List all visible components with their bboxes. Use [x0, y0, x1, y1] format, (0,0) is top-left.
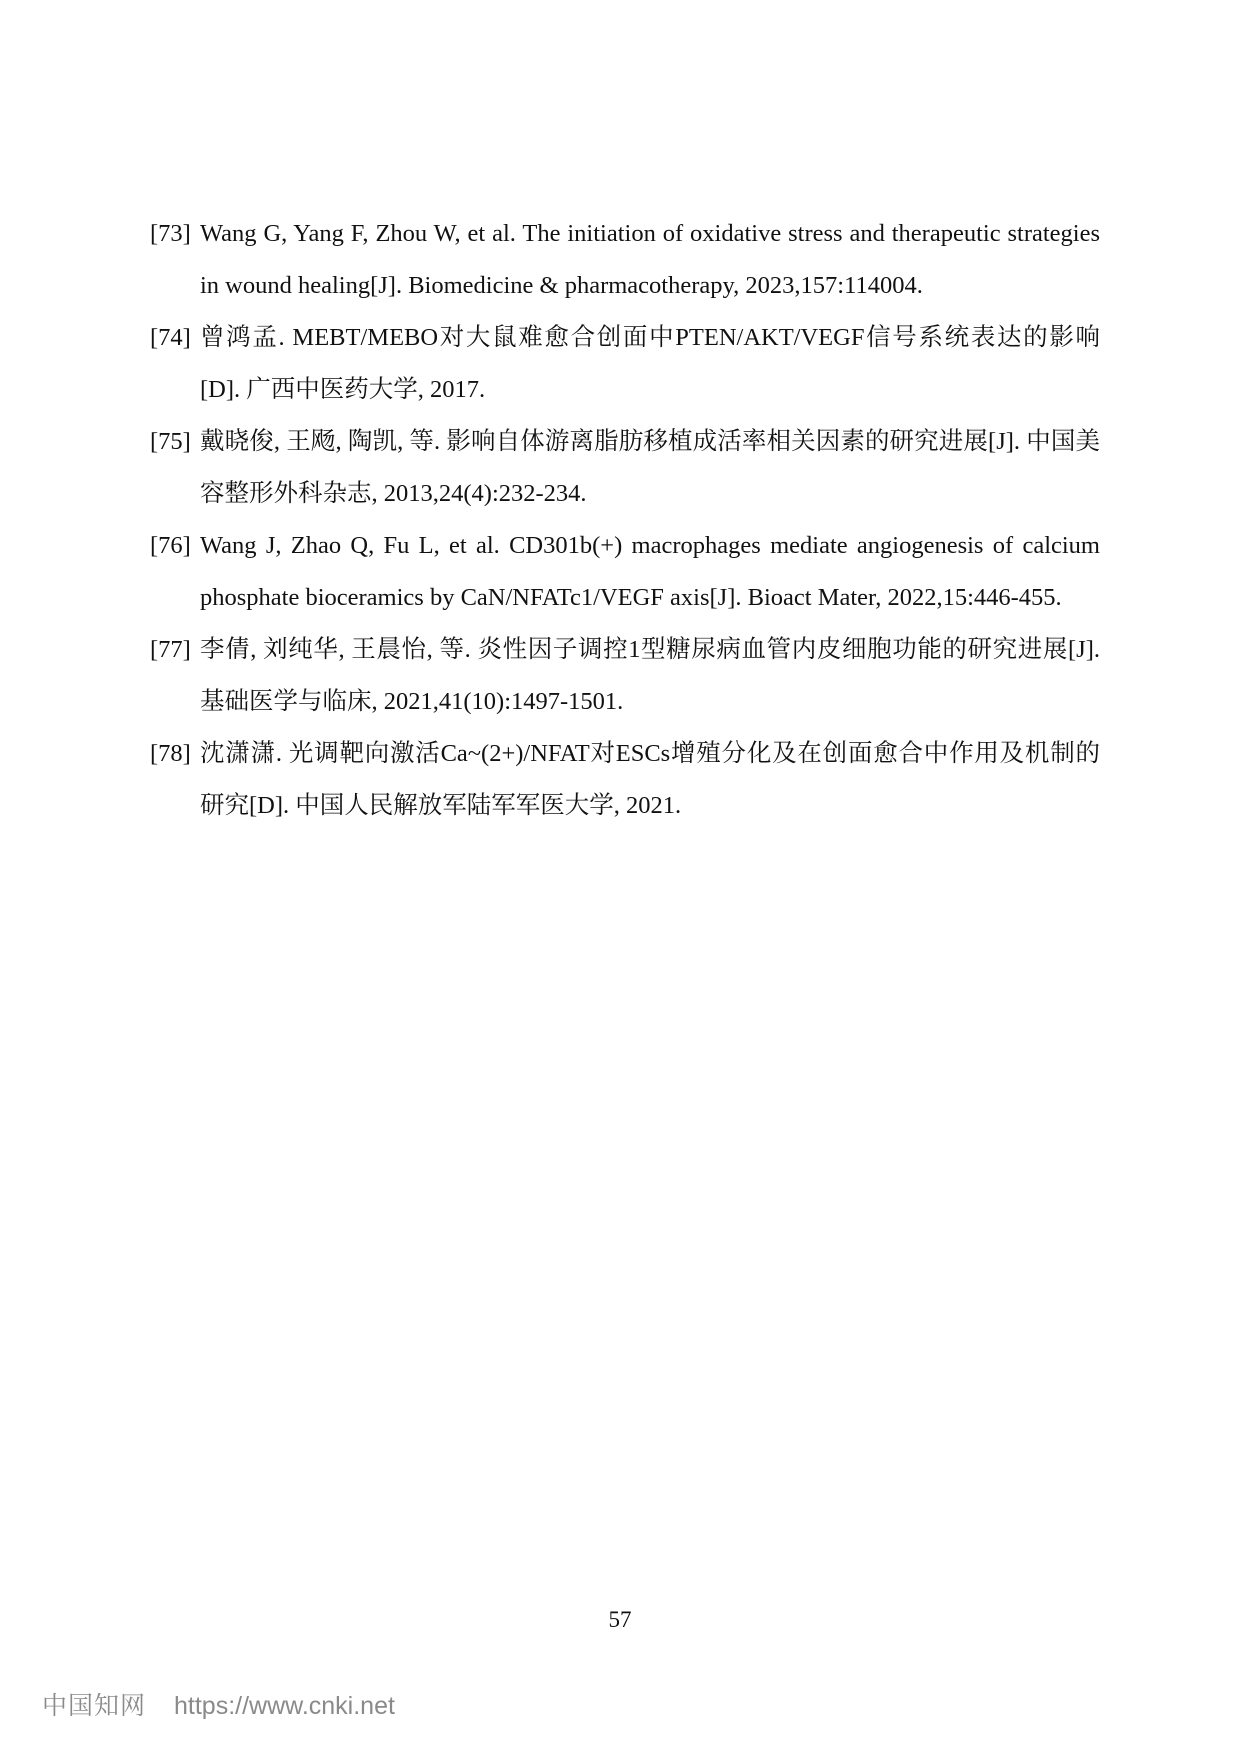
- reference-item: [150, 728, 1100, 832]
- reference-item: [150, 624, 1100, 728]
- watermark-url: https://www.cnki.net: [174, 1692, 395, 1720]
- reference-text: 沈潇潇. 光调靶向激活Ca~(2+)/NFAT对ESCs增殖分化及在创面愈合中作用及机制的研究[D]. 中国人民解放军陆军军医大学, 2021.: [200, 740, 1100, 819]
- reference-text: 戴晓俊, 王飏, 陶凯, 等. 影响自体游离脂肪移植成活率相关因素的研究进展[J]. 中国美容整形外科杂志, 2013,24(4):232-234.: [200, 428, 1100, 507]
- page-number: 57: [608, 1607, 632, 1632]
- reference-text: Wang J, Zhao Q, Fu L, et al. CD301b(+) macrophages mediate angiogenesis of calcium phosphate bioceramics by CaN/NFATc1/VEGF axis[J]. Bioact Mater, 2022,15:446-455.: [200, 532, 1100, 611]
- cnki-watermark: [42, 1690, 395, 1722]
- reference-number: [77]: [150, 636, 191, 663]
- reference-number: [78]: [150, 740, 191, 767]
- reference-item: [150, 208, 1100, 312]
- watermark-logo: 中国知网: [42, 1692, 147, 1720]
- reference-number: [74]: [150, 324, 191, 351]
- reference-number: [76]: [150, 532, 191, 559]
- reference-item: [150, 416, 1100, 520]
- reference-text: 李倩, 刘纯华, 王晨怡, 等. 炎性因子调控1型糖尿病血管内皮细胞功能的研究进展[J]. 基础医学与临床, 2021,41(10):1497-1501.: [200, 636, 1100, 715]
- reference-list: [150, 208, 1100, 832]
- reference-text: Wang G, Yang F, Zhou W, et al. The initiation of oxidative stress and therapeutic strategies in wound healing[J]. Biomedicine & pharmacotherapy, 2023,157:114004.: [200, 220, 1100, 299]
- reference-text: 曾鸿孟. MEBT/MEBO对大鼠难愈合创面中PTEN/AKT/VEGF信号系统表达的影响[D]. 广西中医药大学, 2017.: [200, 324, 1100, 403]
- reference-number: [73]: [150, 220, 191, 247]
- reference-item: [150, 520, 1100, 624]
- reference-number: [75]: [150, 428, 191, 455]
- reference-item: [150, 312, 1100, 416]
